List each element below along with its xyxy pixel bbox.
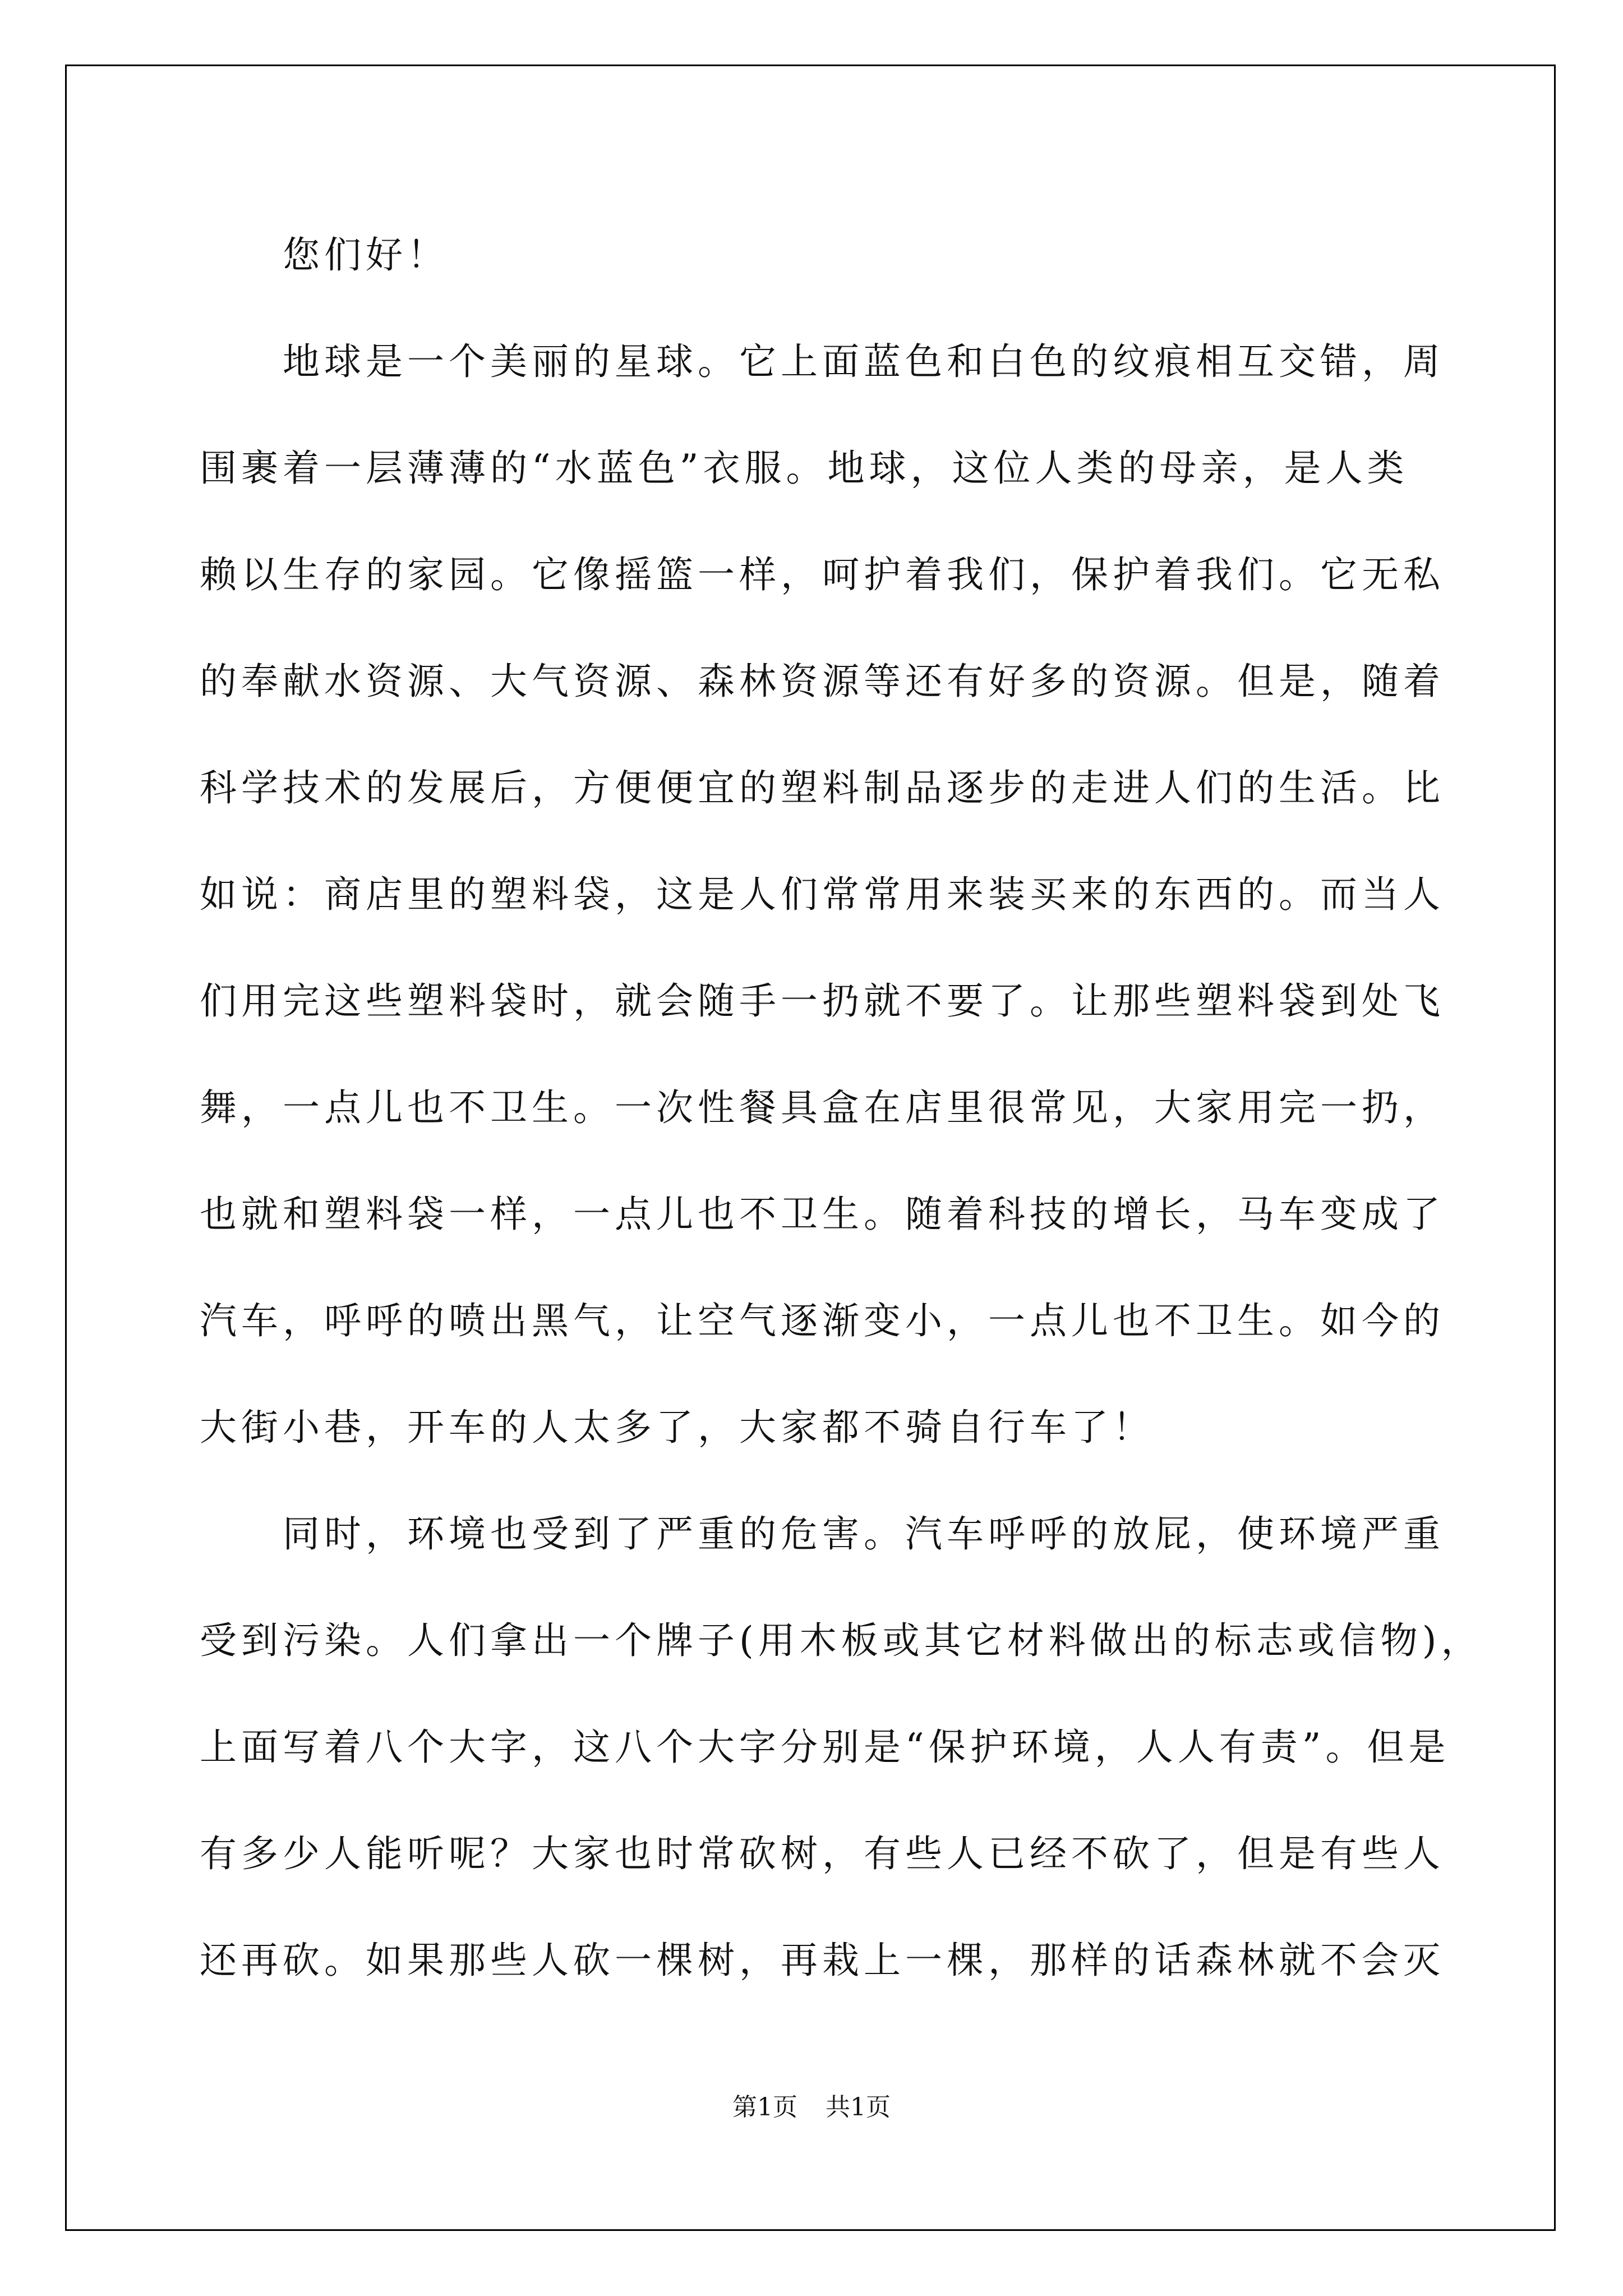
- paragraph-line: 大街小巷，开车的人太多了，大家都不骑自行车了！: [200, 1406, 1154, 1449]
- paragraph-line: 科学技术的发展后，方便便宜的塑料制品逐步的走进人们的生活。比: [200, 766, 1445, 809]
- page-footer: [0, 2087, 1623, 2123]
- paragraph-line: 如说：商店里的塑料袋，这是人们常常用来装买来的东西的。而当人: [200, 873, 1445, 916]
- page-total: 共1页: [826, 2093, 891, 2122]
- paragraph-line: 也就和塑料袋一样，一点儿也不卫生。随着科技的增长，马车变成了: [200, 1193, 1445, 1236]
- paragraph-line: 汽车，呼呼的喷出黑气，让空气逐渐变小，一点儿也不卫生。如今的: [200, 1299, 1445, 1342]
- paragraph-line: 地球是一个美丽的星球。它上面蓝色和白色的纹痕相互交错，周: [283, 340, 1445, 383]
- paragraph-line: 上面写着八个大字，这八个大字分别是“保护环境，人人有责”。但是: [200, 1726, 1450, 1769]
- paragraph-line: 围裹着一层薄薄的“水蓝色”衣服。地球，这位人类的母亲，是人类: [200, 447, 1409, 490]
- paragraph-line: 的奉献水资源、大气资源、森林资源等还有好多的资源。但是，随着: [200, 660, 1445, 703]
- greeting-line: 您们好！: [283, 233, 449, 277]
- paragraph-line: 有多少人能听呢？大家也时常砍树，有些人已经不砍了，但是有些人: [200, 1832, 1445, 1875]
- paragraph-line: 赖以生存的家园。它像摇篮一样，呵护着我们，保护着我们。它无私: [200, 553, 1445, 596]
- document-body: [200, 202, 1484, 2014]
- paragraph-line: 们用完这些塑料袋时，就会随手一扔就不要了。让那些塑料袋到处飞: [200, 979, 1445, 1023]
- paragraph-line: 舞，一点儿也不卫生。一次性餐具盒在店里很常见，大家用完一扔，: [200, 1086, 1445, 1129]
- page-number: 第1页: [732, 2093, 797, 2122]
- paragraph-line: 同时，环境也受到了严重的危害。汽车呼呼的放屁，使环境严重: [283, 1512, 1445, 1556]
- paragraph-line: 受到污染。人们拿出一个牌子(用木板或其它材料做出的标志或信物)，: [200, 1619, 1483, 1662]
- paragraph-line: 还再砍。如果那些人砍一棵树，再栽上一棵，那样的话森林就不会灭: [200, 1939, 1445, 1982]
